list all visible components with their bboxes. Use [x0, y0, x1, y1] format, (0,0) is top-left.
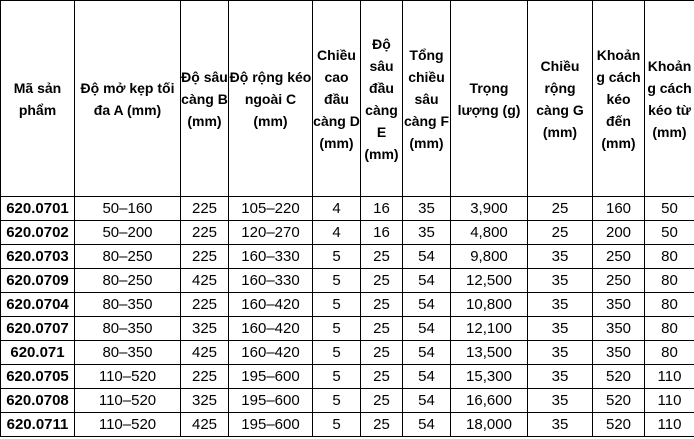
header-external-pull-width: Độ rộng kéo ngoài C (mm) [229, 1, 313, 197]
cell-pull-distance-from: 110 [645, 389, 694, 413]
cell-jaw-width: 35 [528, 269, 593, 293]
cell-weight: 4,800 [451, 221, 528, 245]
cell-jaw-depth: 325 [181, 389, 229, 413]
header-max-jaw-opening: Độ mở kẹp tối đa A (mm) [75, 1, 181, 197]
cell-pull-distance-from: 80 [645, 269, 694, 293]
cell-pull-distance-from: 80 [645, 317, 694, 341]
cell-pull-distance-from: 50 [645, 197, 694, 221]
cell-jaw-tip-depth: 25 [361, 293, 403, 317]
cell-weight: 9,800 [451, 245, 528, 269]
cell-total-jaw-depth: 35 [403, 221, 451, 245]
table-row [1, 317, 694, 341]
cell-external-pull-width: 195–600 [229, 413, 313, 437]
cell-jaw-tip-height: 5 [313, 269, 361, 293]
cell-jaw-tip-depth: 25 [361, 413, 403, 437]
cell-product-code: 620.0705 [1, 365, 75, 389]
cell-weight: 15,300 [451, 365, 528, 389]
cell-jaw-depth: 325 [181, 317, 229, 341]
cell-external-pull-width: 195–600 [229, 389, 313, 413]
cell-weight: 16,600 [451, 389, 528, 413]
cell-jaw-width: 35 [528, 293, 593, 317]
cell-pull-distance-to: 350 [593, 317, 645, 341]
table-row [1, 269, 694, 293]
cell-max-jaw-opening: 80–350 [75, 317, 181, 341]
cell-jaw-width: 35 [528, 365, 593, 389]
cell-jaw-tip-depth: 16 [361, 221, 403, 245]
cell-jaw-tip-height: 5 [313, 365, 361, 389]
header-row [1, 1, 694, 197]
cell-pull-distance-to: 350 [593, 341, 645, 365]
cell-max-jaw-opening: 50–200 [75, 221, 181, 245]
cell-weight: 13,500 [451, 341, 528, 365]
table-row [1, 221, 694, 245]
cell-pull-distance-from: 80 [645, 293, 694, 317]
cell-total-jaw-depth: 35 [403, 197, 451, 221]
header-jaw-tip-depth: Độ sâu đầu càng E (mm) [361, 1, 403, 197]
cell-total-jaw-depth: 54 [403, 389, 451, 413]
cell-jaw-tip-depth: 25 [361, 365, 403, 389]
cell-pull-distance-to: 160 [593, 197, 645, 221]
cell-jaw-tip-height: 5 [313, 389, 361, 413]
cell-jaw-tip-depth: 25 [361, 245, 403, 269]
cell-jaw-width: 25 [528, 197, 593, 221]
cell-weight: 12,100 [451, 317, 528, 341]
table-row [1, 197, 694, 221]
cell-jaw-tip-height: 5 [313, 245, 361, 269]
cell-max-jaw-opening: 80–250 [75, 269, 181, 293]
cell-max-jaw-opening: 110–520 [75, 389, 181, 413]
cell-pull-distance-to: 520 [593, 389, 645, 413]
cell-external-pull-width: 160–330 [229, 269, 313, 293]
cell-external-pull-width: 160–330 [229, 245, 313, 269]
cell-product-code: 620.0711 [1, 413, 75, 437]
cell-product-code: 620.0703 [1, 245, 75, 269]
cell-pull-distance-to: 200 [593, 221, 645, 245]
cell-jaw-depth: 425 [181, 269, 229, 293]
cell-weight: 3,900 [451, 197, 528, 221]
cell-jaw-tip-depth: 25 [361, 269, 403, 293]
cell-pull-distance-from: 80 [645, 341, 694, 365]
cell-jaw-tip-height: 5 [313, 317, 361, 341]
cell-jaw-width: 35 [528, 317, 593, 341]
cell-product-code: 620.0707 [1, 317, 75, 341]
table-row [1, 365, 694, 389]
cell-external-pull-width: 160–420 [229, 341, 313, 365]
cell-pull-distance-to: 250 [593, 269, 645, 293]
cell-max-jaw-opening: 80–350 [75, 293, 181, 317]
cell-jaw-width: 35 [528, 413, 593, 437]
cell-weight: 18,000 [451, 413, 528, 437]
cell-jaw-depth: 225 [181, 293, 229, 317]
cell-total-jaw-depth: 54 [403, 293, 451, 317]
header-pull-distance-from: Khoảng cách kéo từ (mm) [645, 1, 694, 197]
cell-max-jaw-opening: 80–250 [75, 245, 181, 269]
table-body [1, 197, 694, 437]
cell-jaw-depth: 425 [181, 413, 229, 437]
table-row [1, 293, 694, 317]
table-row [1, 413, 694, 437]
header-jaw-depth: Độ sâu càng B (mm) [181, 1, 229, 197]
header-pull-distance-to: Khoảng cách kéo đến (mm) [593, 1, 645, 197]
cell-weight: 10,800 [451, 293, 528, 317]
cell-max-jaw-opening: 110–520 [75, 365, 181, 389]
cell-external-pull-width: 195–600 [229, 365, 313, 389]
cell-total-jaw-depth: 54 [403, 245, 451, 269]
cell-product-code: 620.0708 [1, 389, 75, 413]
header-weight: Trọng lượng (g) [451, 1, 528, 197]
cell-jaw-tip-height: 5 [313, 293, 361, 317]
cell-max-jaw-opening: 50–160 [75, 197, 181, 221]
cell-total-jaw-depth: 54 [403, 365, 451, 389]
cell-max-jaw-opening: 110–520 [75, 413, 181, 437]
table-row [1, 245, 694, 269]
header-jaw-width: Chiều rộng càng G (mm) [528, 1, 593, 197]
cell-product-code: 620.0701 [1, 197, 75, 221]
table-row [1, 389, 694, 413]
cell-external-pull-width: 160–420 [229, 293, 313, 317]
cell-jaw-width: 35 [528, 245, 593, 269]
cell-jaw-depth: 225 [181, 245, 229, 269]
table-row [1, 341, 694, 365]
cell-jaw-depth: 225 [181, 365, 229, 389]
cell-jaw-tip-height: 5 [313, 341, 361, 365]
cell-external-pull-width: 160–420 [229, 317, 313, 341]
cell-total-jaw-depth: 54 [403, 317, 451, 341]
cell-jaw-tip-depth: 16 [361, 197, 403, 221]
cell-pull-distance-from: 110 [645, 365, 694, 389]
cell-jaw-tip-height: 4 [313, 197, 361, 221]
cell-jaw-width: 35 [528, 341, 593, 365]
cell-external-pull-width: 120–270 [229, 221, 313, 245]
cell-product-code: 620.0702 [1, 221, 75, 245]
cell-jaw-tip-depth: 25 [361, 341, 403, 365]
header-jaw-tip-height: Chiều cao đầu càng D (mm) [313, 1, 361, 197]
cell-pull-distance-from: 50 [645, 221, 694, 245]
cell-total-jaw-depth: 54 [403, 269, 451, 293]
cell-max-jaw-opening: 80–350 [75, 341, 181, 365]
cell-pull-distance-to: 520 [593, 413, 645, 437]
cell-total-jaw-depth: 54 [403, 341, 451, 365]
cell-pull-distance-to: 350 [593, 293, 645, 317]
cell-jaw-width: 25 [528, 221, 593, 245]
cell-jaw-tip-depth: 25 [361, 317, 403, 341]
cell-jaw-tip-height: 4 [313, 221, 361, 245]
cell-pull-distance-from: 80 [645, 245, 694, 269]
cell-weight: 12,500 [451, 269, 528, 293]
cell-total-jaw-depth: 54 [403, 413, 451, 437]
cell-external-pull-width: 105–220 [229, 197, 313, 221]
cell-jaw-tip-depth: 25 [361, 389, 403, 413]
cell-product-code: 620.0704 [1, 293, 75, 317]
cell-product-code: 620.0709 [1, 269, 75, 293]
cell-jaw-depth: 225 [181, 221, 229, 245]
cell-pull-distance-to: 250 [593, 245, 645, 269]
cell-product-code: 620.071 [1, 341, 75, 365]
cell-jaw-tip-height: 5 [313, 413, 361, 437]
header-total-jaw-depth: Tổng chiều sâu càng F (mm) [403, 1, 451, 197]
cell-pull-distance-from: 110 [645, 413, 694, 437]
header-product-code: Mã sản phẩm [1, 1, 75, 197]
cell-jaw-depth: 225 [181, 197, 229, 221]
cell-jaw-width: 35 [528, 389, 593, 413]
cell-pull-distance-to: 520 [593, 365, 645, 389]
cell-jaw-depth: 425 [181, 341, 229, 365]
